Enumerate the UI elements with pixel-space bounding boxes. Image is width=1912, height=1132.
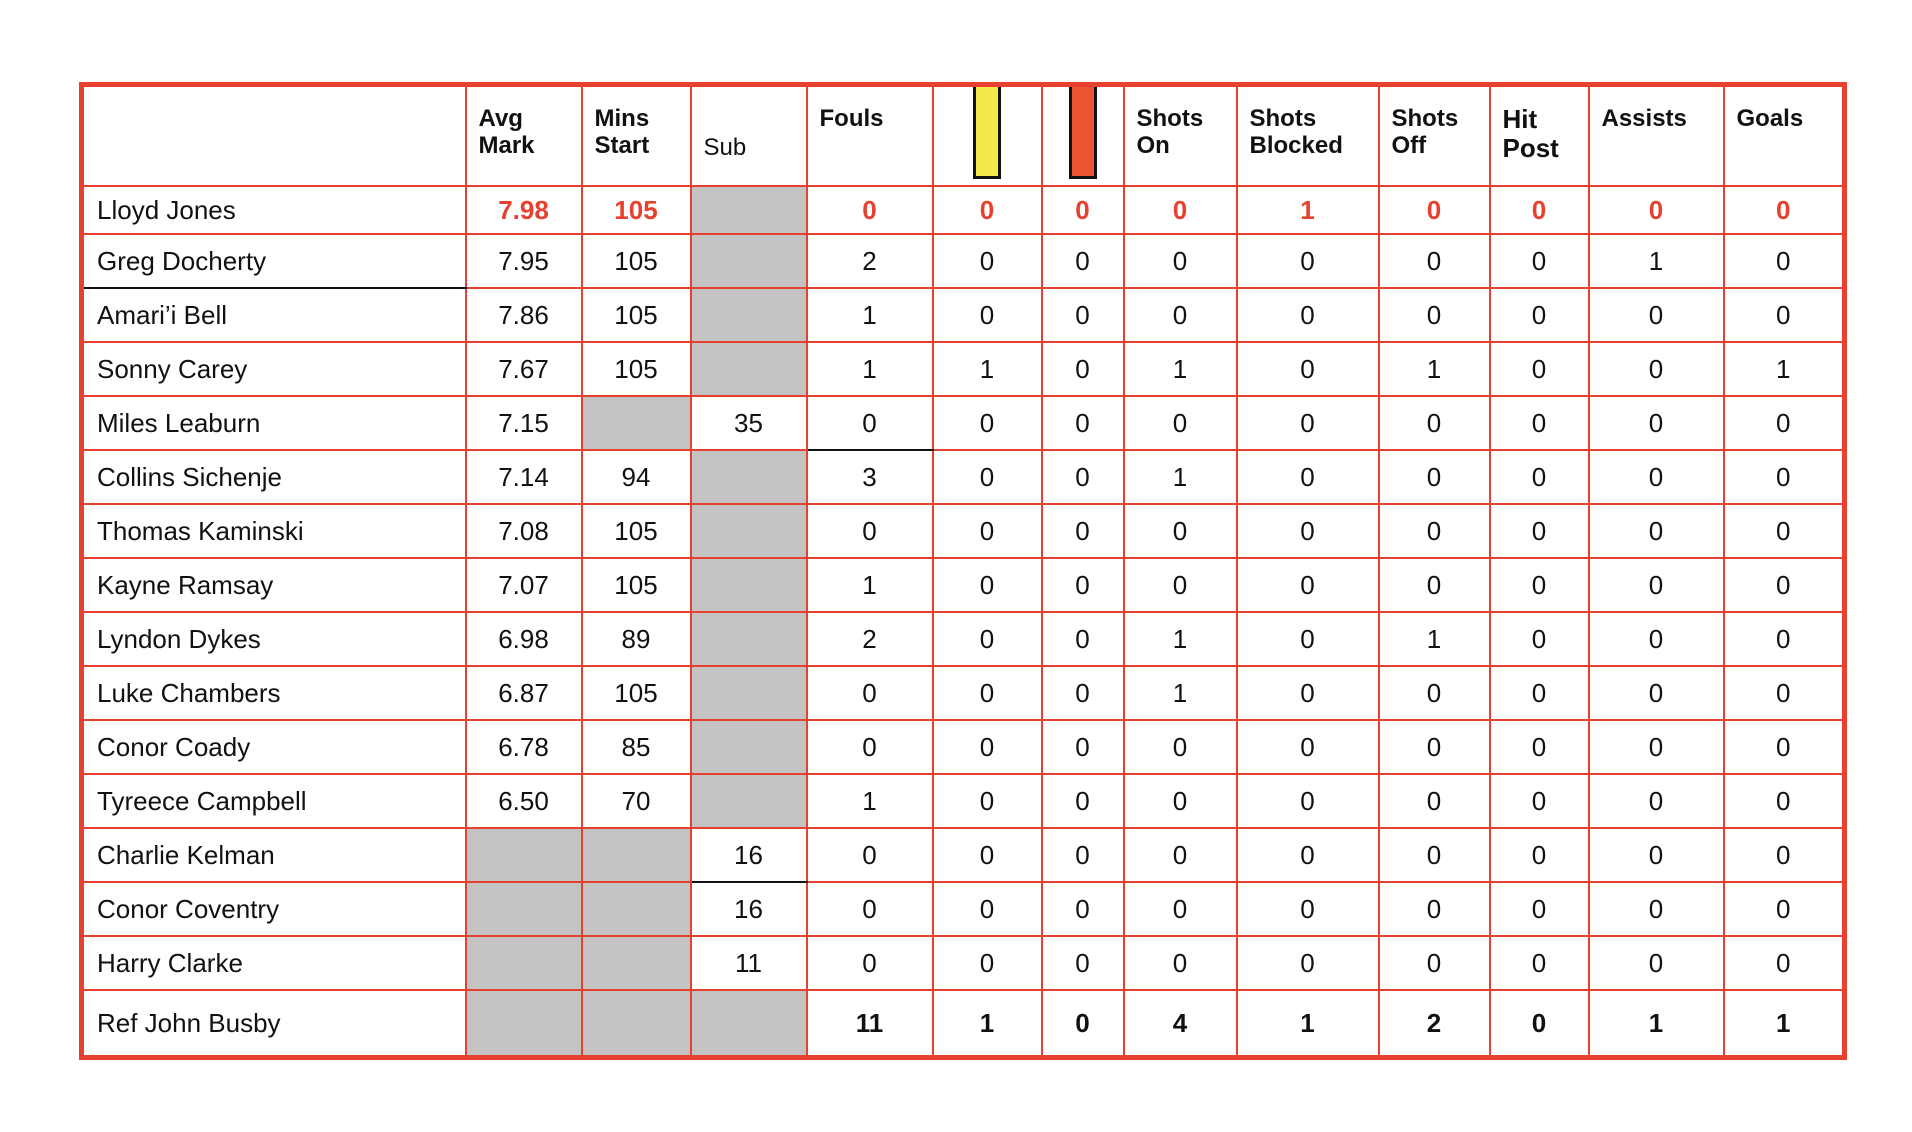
cell-assists: 0: [1589, 666, 1724, 720]
cell-shots-off: 0: [1379, 186, 1490, 234]
cell-goals: 1: [1724, 990, 1845, 1058]
player-name: Collins Sichenje: [82, 450, 466, 504]
cell-yellow: 0: [933, 828, 1042, 882]
cell-mins-start: 105: [582, 666, 691, 720]
cell-yellow: 1: [933, 990, 1042, 1058]
cell-fouls: 11: [807, 990, 933, 1058]
cell-shots-off: 0: [1379, 450, 1490, 504]
cell-shots-off: 0: [1379, 774, 1490, 828]
cell-shots-blocked: 0: [1237, 558, 1379, 612]
cell-assists: 0: [1589, 936, 1724, 990]
cell-goals: 0: [1724, 720, 1845, 774]
cell-red: 0: [1042, 396, 1124, 450]
cell-red: 0: [1042, 612, 1124, 666]
cell-avg-mark: 7.95: [466, 234, 582, 288]
cell-goals: 0: [1724, 396, 1845, 450]
cell-hit-post: 0: [1490, 936, 1589, 990]
cell-yellow: 0: [933, 720, 1042, 774]
cell-assists: 0: [1589, 612, 1724, 666]
cell-avg-mark: 7.07: [466, 558, 582, 612]
player-name: Luke Chambers: [82, 666, 466, 720]
cell-fouls: 2: [807, 234, 933, 288]
header-assists: Assists: [1589, 85, 1724, 187]
cell-shots-blocked: 0: [1237, 504, 1379, 558]
cell-red: 0: [1042, 288, 1124, 342]
cell-fouls: 2: [807, 612, 933, 666]
cell-shots-blocked: 0: [1237, 774, 1379, 828]
cell-avg-mark: 7.98: [466, 186, 582, 234]
cell-avg-mark: 6.87: [466, 666, 582, 720]
cell-sub: [691, 186, 807, 234]
cell-goals: 0: [1724, 936, 1845, 990]
cell-assists: 1: [1589, 234, 1724, 288]
player-name: Conor Coady: [82, 720, 466, 774]
cell-avg-mark: 7.67: [466, 342, 582, 396]
header-yellow-card: [933, 85, 1042, 187]
cell-shots-blocked: 0: [1237, 288, 1379, 342]
cell-hit-post: 0: [1490, 990, 1589, 1058]
table-row: [82, 558, 1845, 612]
cell-sub: [691, 234, 807, 288]
cell-shots-off: 0: [1379, 720, 1490, 774]
cell-assists: 0: [1589, 558, 1724, 612]
cell-yellow: 0: [933, 774, 1042, 828]
cell-shots-on: 0: [1124, 504, 1237, 558]
cell-goals: 0: [1724, 612, 1845, 666]
cell-avg-mark: [466, 936, 582, 990]
cell-sub: [691, 990, 807, 1058]
cell-shots-blocked: 0: [1237, 936, 1379, 990]
cell-shots-blocked: 0: [1237, 612, 1379, 666]
cell-shots-on: 0: [1124, 936, 1237, 990]
player-name: Kayne Ramsay: [82, 558, 466, 612]
cell-mins-start: [582, 990, 691, 1058]
cell-assists: 0: [1589, 396, 1724, 450]
cell-mins-start: [582, 936, 691, 990]
cell-fouls: 1: [807, 558, 933, 612]
cell-shots-blocked: 0: [1237, 828, 1379, 882]
cell-hit-post: 0: [1490, 234, 1589, 288]
cell-red: 0: [1042, 186, 1124, 234]
cell-sub: [691, 666, 807, 720]
header-shots-on: Shots On: [1124, 85, 1237, 187]
cell-mins-start: 105: [582, 342, 691, 396]
cell-shots-off: 2: [1379, 990, 1490, 1058]
cell-hit-post: 0: [1490, 186, 1589, 234]
cell-sub: [691, 504, 807, 558]
table-row: [82, 612, 1845, 666]
cell-red: 0: [1042, 234, 1124, 288]
table-row: [82, 936, 1845, 990]
cell-avg-mark: 7.86: [466, 288, 582, 342]
cell-yellow: 0: [933, 504, 1042, 558]
cell-mins-start: 94: [582, 450, 691, 504]
cell-shots-off: 0: [1379, 666, 1490, 720]
header-shots-blocked: Shots Blocked: [1237, 85, 1379, 187]
table-row: [82, 288, 1845, 342]
cell-assists: 0: [1589, 504, 1724, 558]
cell-hit-post: 0: [1490, 504, 1589, 558]
cell-yellow: 0: [933, 450, 1042, 504]
table-row: [82, 450, 1845, 504]
cell-fouls: 0: [807, 396, 933, 450]
cell-assists: 0: [1589, 828, 1724, 882]
cell-shots-on: 0: [1124, 396, 1237, 450]
cell-mins-start: 85: [582, 720, 691, 774]
cell-fouls: 3: [807, 450, 933, 504]
cell-shots-off: 0: [1379, 882, 1490, 936]
cell-shots-blocked: 1: [1237, 990, 1379, 1058]
header-hit-post: Hit Post: [1490, 85, 1589, 187]
cell-goals: 0: [1724, 774, 1845, 828]
cell-goals: 0: [1724, 666, 1845, 720]
cell-goals: 0: [1724, 882, 1845, 936]
cell-shots-blocked: 0: [1237, 666, 1379, 720]
cell-yellow: 1: [933, 342, 1042, 396]
player-name: Sonny Carey: [82, 342, 466, 396]
table-row: [82, 342, 1845, 396]
cell-shots-on: 1: [1124, 450, 1237, 504]
cell-sub: 11: [691, 936, 807, 990]
cell-sub: [691, 774, 807, 828]
cell-hit-post: 0: [1490, 666, 1589, 720]
cell-shots-off: 0: [1379, 396, 1490, 450]
cell-mins-start: 105: [582, 504, 691, 558]
cell-assists: 0: [1589, 186, 1724, 234]
cell-avg-mark: 6.50: [466, 774, 582, 828]
cell-avg-mark: [466, 828, 582, 882]
header-row: [82, 85, 1845, 187]
cell-fouls: 1: [807, 774, 933, 828]
header-goals: Goals: [1724, 85, 1845, 187]
header-avg-mark: Avg Mark: [466, 85, 582, 187]
cell-assists: 0: [1589, 882, 1724, 936]
cell-sub: [691, 558, 807, 612]
totals-row: [82, 990, 1845, 1058]
cell-hit-post: 0: [1490, 882, 1589, 936]
cell-fouls: 0: [807, 504, 933, 558]
cell-red: 0: [1042, 558, 1124, 612]
cell-assists: 0: [1589, 342, 1724, 396]
header-name: [82, 85, 466, 187]
cell-hit-post: 0: [1490, 450, 1589, 504]
cell-shots-on: 0: [1124, 558, 1237, 612]
cell-shots-on: 1: [1124, 342, 1237, 396]
cell-yellow: 0: [933, 234, 1042, 288]
yellow-card-icon: [973, 87, 1001, 179]
cell-assists: 0: [1589, 450, 1724, 504]
table-row: [82, 186, 1845, 234]
cell-shots-blocked: 0: [1237, 234, 1379, 288]
cell-shots-on: 1: [1124, 612, 1237, 666]
player-rows: [82, 186, 1845, 1058]
cell-mins-start: 105: [582, 186, 691, 234]
cell-shots-off: 0: [1379, 828, 1490, 882]
cell-mins-start: 105: [582, 234, 691, 288]
cell-goals: 1: [1724, 342, 1845, 396]
cell-goals: 0: [1724, 234, 1845, 288]
header-sub: Sub: [691, 85, 807, 187]
cell-shots-on: 0: [1124, 288, 1237, 342]
cell-fouls: 1: [807, 342, 933, 396]
cell-yellow: 0: [933, 288, 1042, 342]
player-name: Ref John Busby: [82, 990, 466, 1058]
red-card-icon: [1069, 87, 1097, 179]
cell-assists: 1: [1589, 990, 1724, 1058]
player-name: Greg Docherty: [82, 234, 466, 288]
cell-mins-start: [582, 828, 691, 882]
cell-hit-post: 0: [1490, 720, 1589, 774]
cell-yellow: 0: [933, 666, 1042, 720]
cell-shots-on: 0: [1124, 828, 1237, 882]
cell-shots-off: 0: [1379, 234, 1490, 288]
player-name: Conor Coventry: [82, 882, 466, 936]
cell-shots-off: 0: [1379, 936, 1490, 990]
cell-fouls: 0: [807, 666, 933, 720]
cell-hit-post: 0: [1490, 288, 1589, 342]
cell-avg-mark: 6.98: [466, 612, 582, 666]
cell-shots-on: 0: [1124, 234, 1237, 288]
cell-shots-on: 4: [1124, 990, 1237, 1058]
cell-red: 0: [1042, 720, 1124, 774]
cell-fouls: 0: [807, 882, 933, 936]
cell-hit-post: 0: [1490, 396, 1589, 450]
player-name: Miles Leaburn: [82, 396, 466, 450]
cell-shots-off: 0: [1379, 558, 1490, 612]
cell-assists: 0: [1589, 288, 1724, 342]
cell-avg-mark: 6.78: [466, 720, 582, 774]
cell-sub: 16: [691, 882, 807, 936]
player-name: Lloyd Jones: [82, 186, 466, 234]
cell-shots-blocked: 0: [1237, 342, 1379, 396]
header-mins-start: Mins Start: [582, 85, 691, 187]
table-row: [82, 774, 1845, 828]
cell-mins-start: 105: [582, 558, 691, 612]
player-stats-table: [79, 82, 1847, 1060]
cell-mins-start: 70: [582, 774, 691, 828]
table-row: [82, 882, 1845, 936]
header-fouls: Fouls: [807, 85, 933, 187]
cell-red: 0: [1042, 882, 1124, 936]
cell-hit-post: 0: [1490, 558, 1589, 612]
cell-shots-blocked: 0: [1237, 720, 1379, 774]
cell-goals: 0: [1724, 186, 1845, 234]
table-row: [82, 720, 1845, 774]
cell-red: 0: [1042, 666, 1124, 720]
cell-fouls: 0: [807, 186, 933, 234]
cell-mins-start: [582, 396, 691, 450]
cell-shots-blocked: 1: [1237, 186, 1379, 234]
cell-shots-blocked: 0: [1237, 450, 1379, 504]
cell-yellow: 0: [933, 186, 1042, 234]
cell-avg-mark: 7.15: [466, 396, 582, 450]
cell-avg-mark: 7.14: [466, 450, 582, 504]
table-row: [82, 828, 1845, 882]
cell-sub: [691, 612, 807, 666]
cell-yellow: 0: [933, 882, 1042, 936]
cell-red: 0: [1042, 342, 1124, 396]
cell-sub: 16: [691, 828, 807, 882]
cell-sub: 35: [691, 396, 807, 450]
player-name: Charlie Kelman: [82, 828, 466, 882]
cell-shots-on: 0: [1124, 186, 1237, 234]
cell-sub: [691, 288, 807, 342]
table-row: [82, 234, 1845, 288]
cell-shots-off: 1: [1379, 342, 1490, 396]
cell-shots-blocked: 0: [1237, 396, 1379, 450]
cell-hit-post: 0: [1490, 612, 1589, 666]
cell-fouls: 0: [807, 936, 933, 990]
player-name: Harry Clarke: [82, 936, 466, 990]
cell-sub: [691, 450, 807, 504]
cell-mins-start: [582, 882, 691, 936]
cell-shots-on: 0: [1124, 882, 1237, 936]
cell-goals: 0: [1724, 450, 1845, 504]
cell-hit-post: 0: [1490, 774, 1589, 828]
cell-assists: 0: [1589, 720, 1724, 774]
cell-hit-post: 0: [1490, 342, 1589, 396]
player-name: Thomas Kaminski: [82, 504, 466, 558]
cell-avg-mark: 7.08: [466, 504, 582, 558]
cell-red: 0: [1042, 828, 1124, 882]
player-name: Lyndon Dykes: [82, 612, 466, 666]
cell-yellow: 0: [933, 558, 1042, 612]
cell-goals: 0: [1724, 288, 1845, 342]
cell-mins-start: 105: [582, 288, 691, 342]
cell-red: 0: [1042, 450, 1124, 504]
cell-shots-off: 0: [1379, 288, 1490, 342]
cell-shots-blocked: 0: [1237, 882, 1379, 936]
cell-goals: 0: [1724, 558, 1845, 612]
cell-avg-mark: [466, 882, 582, 936]
cell-hit-post: 0: [1490, 828, 1589, 882]
cell-red: 0: [1042, 504, 1124, 558]
cell-avg-mark: [466, 990, 582, 1058]
cell-fouls: 0: [807, 720, 933, 774]
cell-shots-off: 0: [1379, 504, 1490, 558]
cell-fouls: 0: [807, 828, 933, 882]
cell-red: 0: [1042, 936, 1124, 990]
cell-shots-off: 1: [1379, 612, 1490, 666]
cell-yellow: 0: [933, 396, 1042, 450]
cell-sub: [691, 720, 807, 774]
cell-yellow: 0: [933, 612, 1042, 666]
cell-shots-on: 1: [1124, 666, 1237, 720]
header-shots-off: Shots Off: [1379, 85, 1490, 187]
cell-shots-on: 0: [1124, 774, 1237, 828]
cell-red: 0: [1042, 990, 1124, 1058]
table-row: [82, 396, 1845, 450]
player-name: Tyreece Campbell: [82, 774, 466, 828]
cell-sub: [691, 342, 807, 396]
cell-mins-start: 89: [582, 612, 691, 666]
table-row: [82, 666, 1845, 720]
cell-assists: 0: [1589, 774, 1724, 828]
cell-goals: 0: [1724, 828, 1845, 882]
cell-fouls: 1: [807, 288, 933, 342]
table-row: [82, 504, 1845, 558]
cell-yellow: 0: [933, 936, 1042, 990]
cell-shots-on: 0: [1124, 720, 1237, 774]
cell-goals: 0: [1724, 504, 1845, 558]
player-name: Amari’i Bell: [82, 288, 466, 342]
header-red-card: [1042, 85, 1124, 187]
cell-red: 0: [1042, 774, 1124, 828]
